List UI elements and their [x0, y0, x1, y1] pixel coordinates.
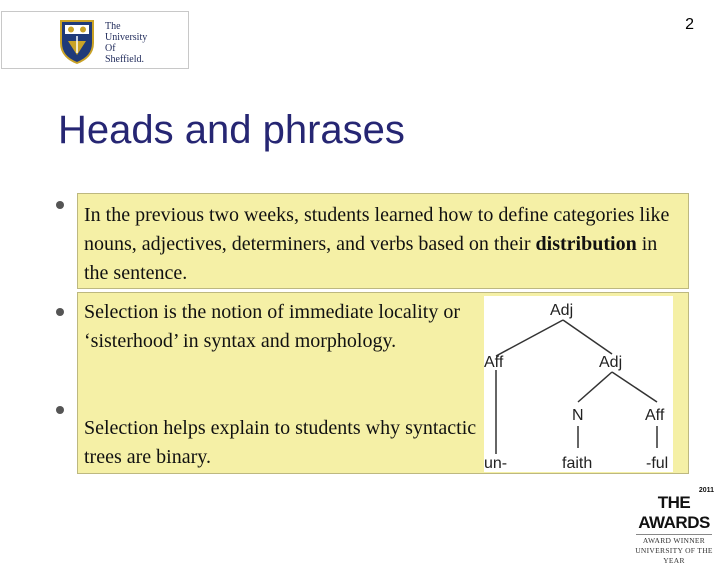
bullet-icon: [56, 406, 64, 414]
university-logo: [1, 11, 189, 69]
tree-node-n: N: [572, 407, 584, 424]
bullet-text-selection: Selection is the notion of immediate locality or ‘sisterhood’ in syntax and morphology.: [84, 301, 461, 352]
tree-leaf-un: un-: [484, 455, 508, 472]
tree-node-aff-2: Aff: [645, 407, 665, 424]
tree-leaf-faith: faith: [562, 455, 593, 472]
slide-title: Heads and phrases: [58, 108, 405, 152]
award-divider: [636, 534, 712, 535]
university-name: The University Of Sheffield.: [105, 21, 148, 65]
award-line-1: AWARD WINNER: [642, 536, 706, 545]
bullet-icon: [56, 201, 64, 209]
tree-branch: [612, 372, 657, 402]
university-crest-icon: [57, 17, 97, 65]
bullet-icon: [56, 308, 64, 316]
page-number: 2: [685, 16, 694, 33]
award-title: THE AWARDS: [638, 493, 710, 532]
award-year: 2011: [698, 487, 714, 494]
tree-branch: [578, 372, 612, 402]
tree-branch: [496, 320, 563, 356]
emphasis-distribution: distribution: [535, 233, 637, 255]
bullet-text-binary: Selection helps explain to students why syntactic trees are binary.: [84, 417, 477, 468]
morphology-tree-diagram: [484, 296, 673, 472]
tree-branch: [563, 320, 612, 354]
award-badge: [630, 484, 718, 565]
bullet-box-distribution: [77, 193, 689, 289]
bullet-text: In the previous two weeks, students learned how to define categories like nouns, adjectives, determiners, and verbs based on their distribution in the sentence.: [84, 204, 670, 284]
award-line-2: UNIVERSITY OF THE YEAR: [635, 546, 713, 565]
tree-leaf-ful: -ful: [646, 455, 669, 472]
tree-node-adj-root: Adj: [550, 302, 574, 319]
tree-node-aff: Aff: [484, 354, 504, 371]
tree-node-adj: Adj: [599, 354, 623, 371]
